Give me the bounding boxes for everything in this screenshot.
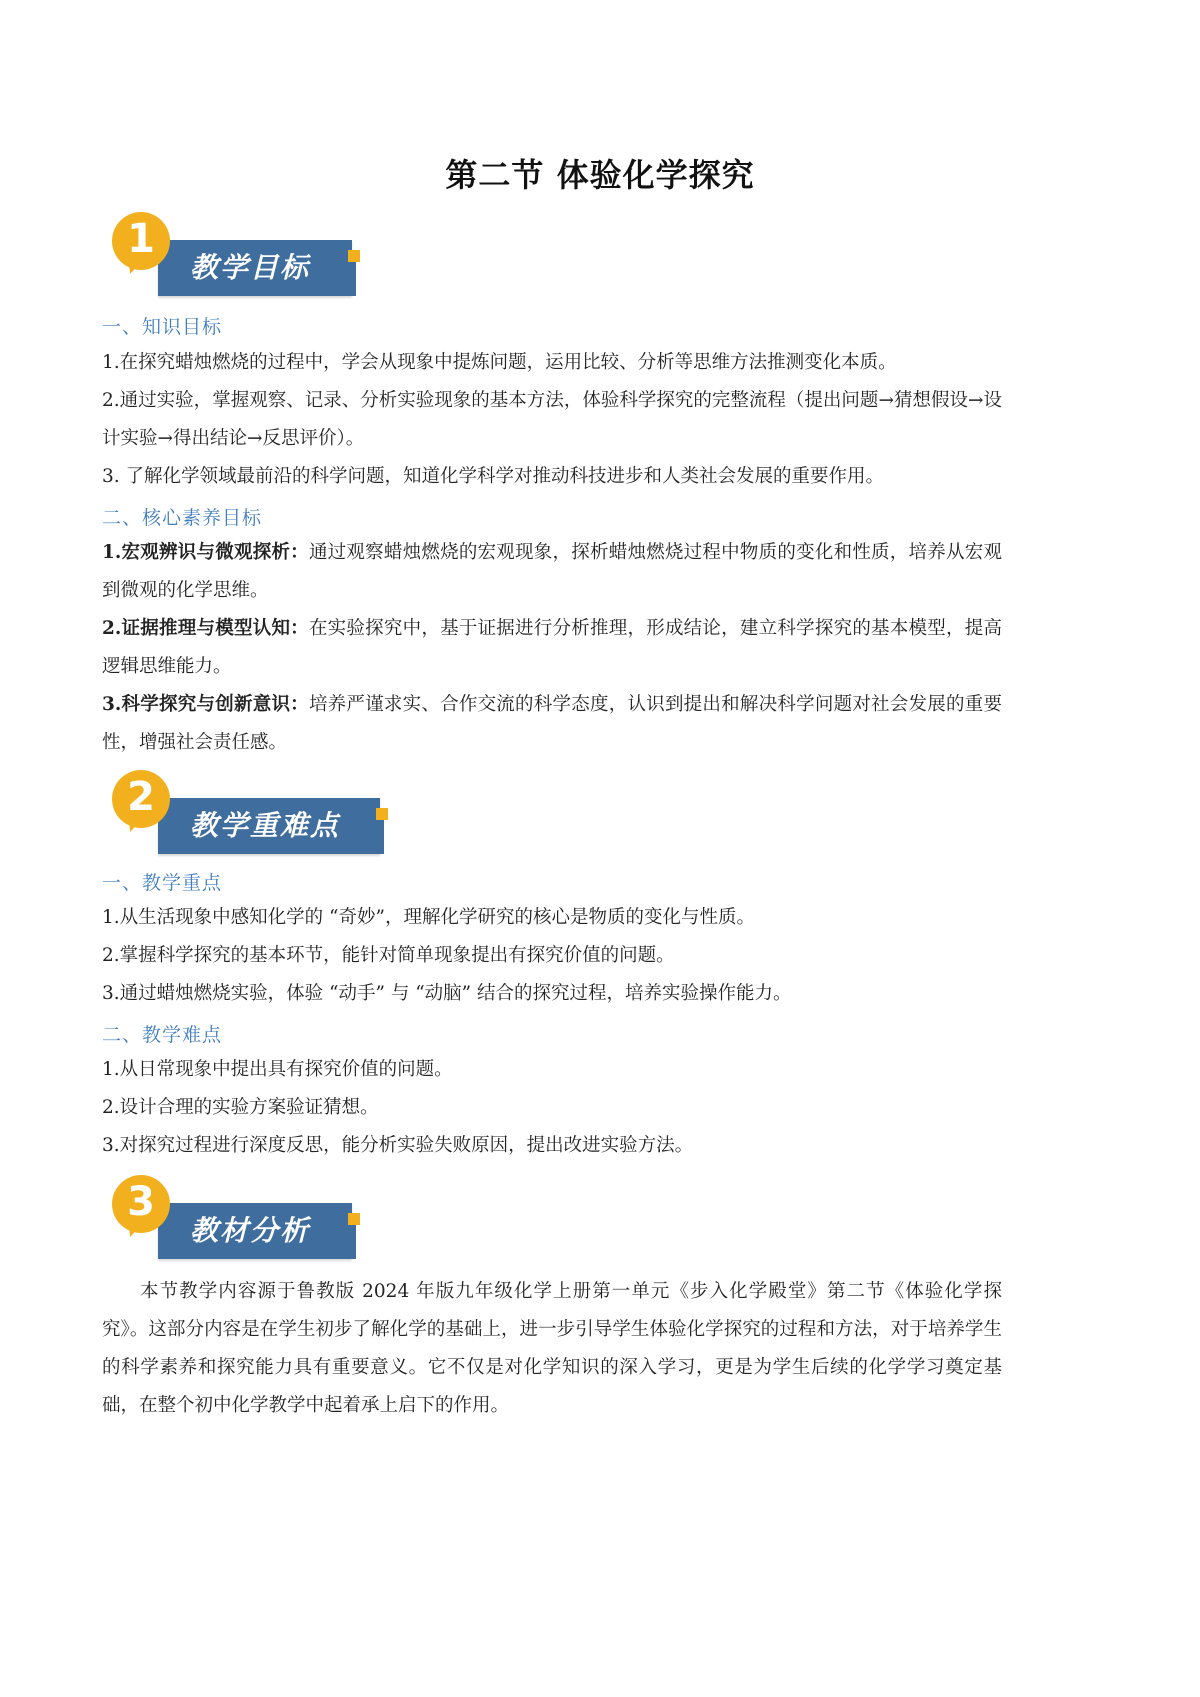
section-banner-2 [112,770,412,858]
list-item [102,610,1002,686]
subsection-title: 一、知识目标 [102,316,223,338]
list-item: 1.从日常现象中提出具有探究价值的问题。 [102,1059,453,1080]
banner-accent-square [348,1213,360,1225]
subsection-title: 二、教学难点 [102,1024,223,1046]
list-item: 1.在探究蜡烛燃烧的过程中，学会从现象中提炼问题，运用比较、分析等思维方法推测变化本质。 [102,352,897,373]
section-number: 3 [127,1179,155,1225]
banner-tail [342,258,356,296]
list-item [102,686,1002,762]
item-label: 2.证据推理与模型认知： [102,618,309,639]
item-text: 培养严谨求实、合作交流的科学态度，认识到提出和解决科学问题对社会发展的重要性，增强社会责任感。 [102,694,1002,753]
list-item: 3. 了解化学领域最前沿的科学问题，知道化学科学对推动科技进步和人类社会发展的重要作用。 [102,466,885,487]
subsection-title: 一、教学重点 [102,872,223,894]
banner-accent-square [348,250,360,262]
list-item [102,534,1002,610]
list-item: 3.对探究过程进行深度反思，能分析实验失败原因，提出改进实验方法。 [102,1135,694,1156]
banner-tail [342,1221,356,1259]
section-number: 2 [127,774,155,820]
page-title: 第二节 体验化学探究 [445,156,755,194]
section-heading: 教学目标 [190,251,311,284]
subsection-title: 二、核心素养目标 [102,507,263,529]
list-item: 2.通过实验，掌握观察、记录、分析实验现象的基本方法，体验科学探究的完整流程（提出问题→猜想假设→设计实验→得出结论→反思评价）。 [102,390,1002,449]
item-text: 在实验探究中，基于证据进行分析推理，形成结论，建立科学探究的基本模型，提高逻辑思维能力。 [102,618,1002,677]
list-item: 1.从生活现象中感知化学的 “奇妙”，理解化学研究的核心是物质的变化与性质。 [102,907,755,928]
list-item: 2.掌握科学探究的基本环节，能针对简单现象提出有探究价值的问题。 [102,945,675,966]
section-banner-3 [112,1175,412,1263]
banner-tail [370,816,384,854]
section-heading: 教材分析 [190,1214,311,1247]
item-text: 通过观察蜡烛燃烧的宏观现象，探析蜡烛燃烧过程中物质的变化和性质，培养从宏观到微观的化学思维。 [102,542,1002,601]
list-item: 2.设计合理的实验方案验证猜想。 [102,1097,379,1118]
banner-accent-square [376,808,388,820]
section-heading: 教学重难点 [190,809,341,842]
item-label: 1.宏观辨识与微观探析： [102,542,309,563]
section-banner-1 [112,212,412,300]
section-number: 1 [127,216,155,262]
list-item: 3.通过蜡烛燃烧实验，体验 “动手” 与 “动脑” 结合的探究过程，培养实验操作能力。 [102,983,792,1004]
item-label: 3.科学探究与创新意识： [102,694,309,715]
body-paragraph: 本节教学内容源于鲁教版 2024 年版九年级化学上册第一单元《步入化学殿堂》第二节《体验化学探究》。这部分内容是在学生初步了解化学的基础上，进一步引导学生体验化学探究的过程和方法，对于培养学生的科学素养和探究能力具有重要意义。它不仅是对化学知识的深入学习，更是为学生后续的化学学习奠定基础，在整个初中化学教学中起着承上启下的作用。 [102,1281,1002,1416]
